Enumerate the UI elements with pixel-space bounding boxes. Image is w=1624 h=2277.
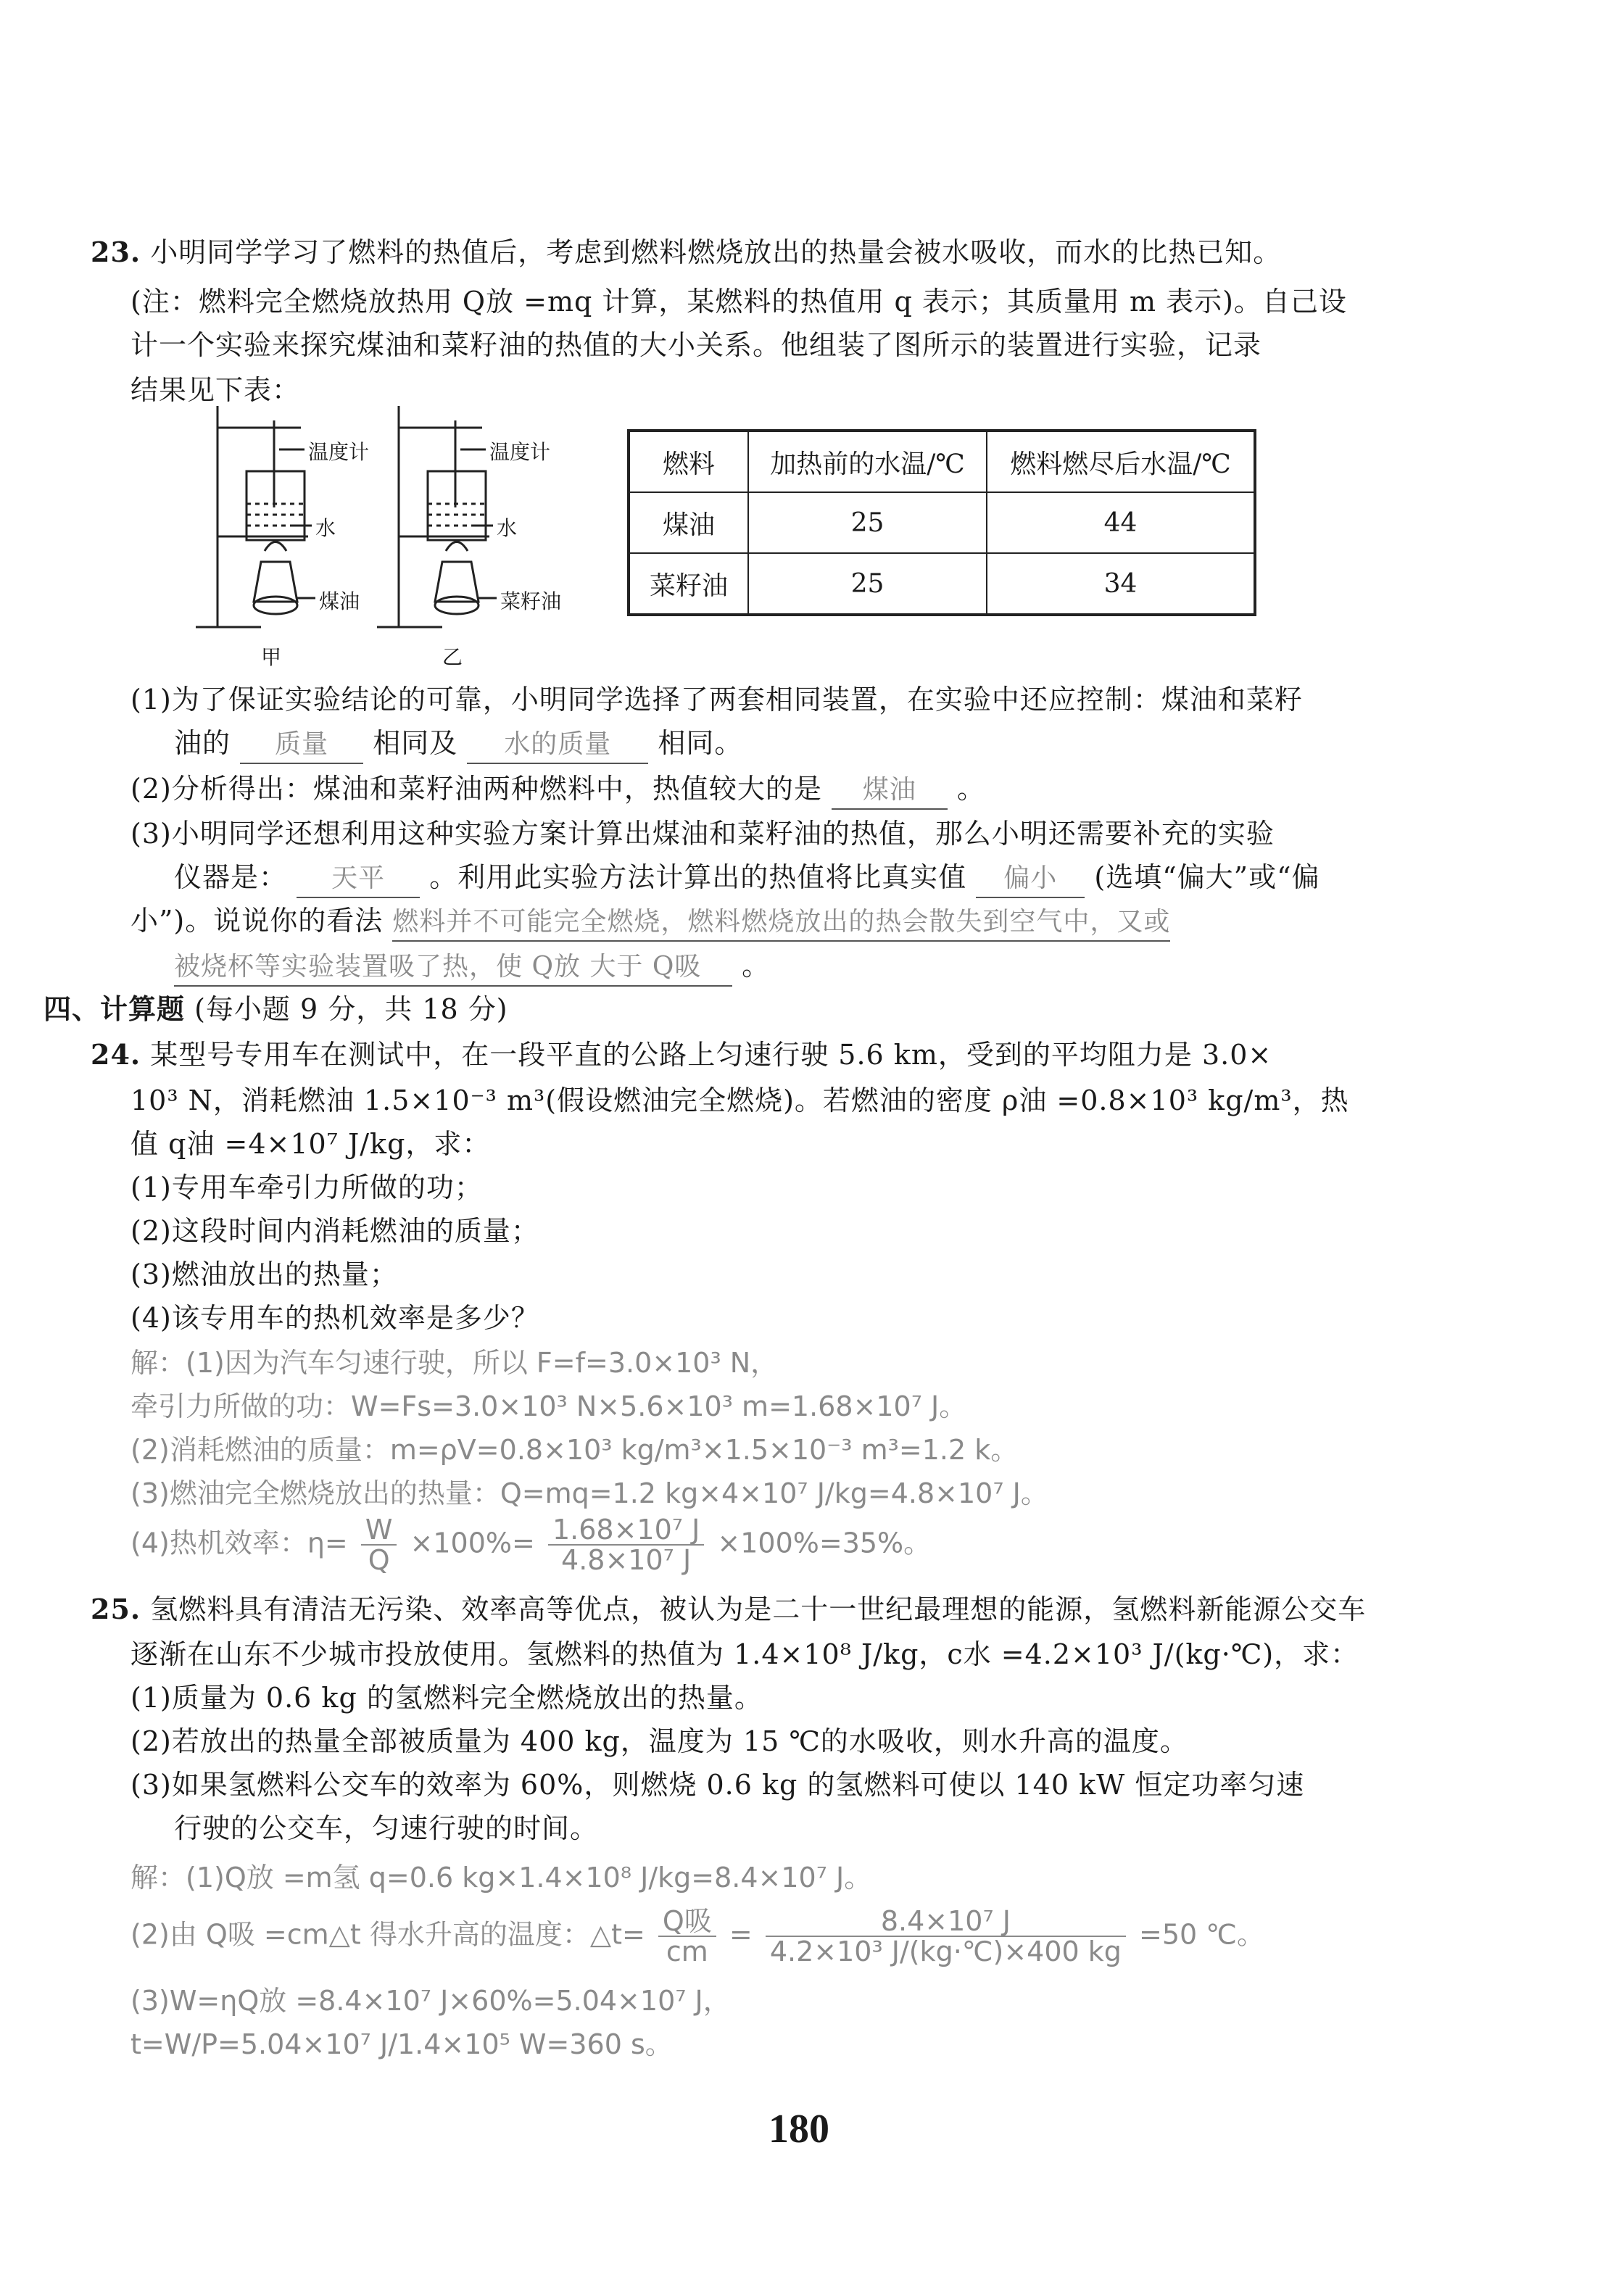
label-thermometer-right: 温度计 — [489, 440, 551, 464]
table-header: 燃料 — [629, 431, 748, 492]
q23-sub3-line2: 仪器是： 天平 。利用此实验方法计算出的热值将比真实值 偏小 (选填“偏大”或“偏 — [174, 855, 1320, 899]
fraction: $\frac{W}{Q}$ — [361, 1515, 397, 1575]
q24-sub3: (3)燃油放出的热量； — [130, 1258, 398, 1290]
table-cell: 25 — [748, 492, 987, 553]
caption-right: 乙 — [442, 645, 463, 669]
fraction: $\frac{\text{1.68×10⁷ J}}{\text{4.8×10⁷ J}}$ — [548, 1515, 704, 1575]
q24-number: 24. — [91, 1038, 141, 1071]
answer-blank: 燃料并不可能完全燃烧，燃料燃烧放出的热会散失到空气中，又或 — [392, 904, 1170, 942]
q24-stem-2: 10³ N，消耗燃油 1.5×10⁻³ m³(假设燃油完全燃烧)。若燃油的密度 ρ油 =0.8×10³ kg/m³，热 — [130, 1084, 1349, 1116]
answer-blank: 偏小 — [976, 860, 1085, 898]
q25-stem-1: 氢燃料具有清洁无污染、效率高等优点，被认为是二十一世纪最理想的能源，氢燃料新能源公交车 — [150, 1593, 1367, 1625]
q25-sub2: (2)若放出的热量全部被质量为 400 kg，温度为 15 ℃的水吸收，则水升高的温度。 — [130, 1725, 1188, 1757]
table-row — [629, 492, 1255, 553]
q24-line-1 — [91, 1033, 1272, 1077]
answer-blank: 天平 — [297, 860, 420, 898]
table-header: 加热前的水温/℃ — [748, 431, 987, 492]
q25-sub3-line1: (3)如果氢燃料公交车的效率为 60%，则燃烧 0.6 kg 的氢燃料可使以 140 kW 恒定功率匀速 — [130, 1769, 1305, 1801]
q23-number: 23. — [91, 236, 141, 268]
q25-stem-2: 逐渐在山东不少城市投放使用。氢燃料的热值为 1.4×10⁸ J/kg，c水 =4.2×10³ J/(kg·℃)，求： — [130, 1638, 1359, 1670]
answer-blank: 被烧杯等实验装置吸了热，使 Q放 大于 Q吸 — [174, 949, 732, 987]
label-fuel-left: 煤油 — [319, 589, 360, 613]
q23-sub2: (2)分析得出：煤油和菜籽油两种燃料中，热值较大的是 煤油 。 — [130, 767, 985, 810]
section-note: (每小题 9 分，共 18 分) — [194, 993, 508, 1025]
label-thermometer-left: 温度计 — [308, 440, 370, 464]
q23-sub1-line1: (1)为了保证实验结论的可靠，小明同学选择了两套相同装置，在实验中还应控制：煤油和菜籽 — [130, 684, 1303, 716]
table-header-row — [629, 431, 1255, 492]
caption-left: 甲 — [261, 645, 282, 669]
table-row — [629, 553, 1255, 615]
label-water-left: 水 — [315, 516, 336, 540]
q23-stem-1: 小明同学学习了燃料的热值后，考虑到燃料燃烧放出的热量会被水吸收，而水的比热已知。 — [150, 236, 1282, 268]
label-water-right: 水 — [497, 516, 518, 540]
q23-sub3-line4: 被烧杯等实验装置吸了热，使 Q放 大于 Q吸 。 — [174, 944, 770, 987]
fraction: $\frac{\text{8.4×10⁷ J}}{\text{4.2×10³ J/(kg·℃)×400 kg}}$ — [766, 1907, 1126, 1966]
q25-solution-3: (3)W=ηQ放 =8.4×10⁷ J×60%=5.04×10⁷ J， — [130, 1985, 731, 2017]
q23-sub3-line1: (3)小明同学还想利用这种实验方案计算出煤油和菜籽油的热值，那么小明还需要补充的实验 — [130, 818, 1275, 850]
section-header — [44, 987, 508, 1031]
table-cell: 34 — [987, 553, 1255, 615]
table-cell: 44 — [987, 492, 1255, 553]
table-header: 燃料燃尽后水温/℃ — [987, 431, 1255, 492]
answer-blank: 水的质量 — [467, 726, 648, 764]
results-table — [627, 429, 1256, 616]
q23-stem-2: (注：燃料完全燃烧放热用 Q放 =mq 计算，某燃料的热值用 q 表示；其质量用 m 表示)。自己设 — [130, 286, 1347, 318]
q25-solution-4: t=W/P=5.04×10⁷ J/1.4×10⁵ W=360 s。 — [130, 2028, 673, 2060]
q24-solution-3: (2)消耗燃油的质量：m=ρV=0.8×10³ kg/m³×1.5×10⁻³ m³=1.2 k。 — [130, 1434, 1019, 1466]
q23-sub1-line2: 油的 质量 相同及 水的质量 相同。 — [174, 721, 742, 765]
q23-sub3-line3: 小”)。说说你的看法 燃料并不可能完全燃烧，燃料燃烧放出的热会散失到空气中，又或 — [130, 899, 1170, 942]
q23-stem-3: 计一个实验来探究煤油和菜籽油的热值的大小关系。他组装了图所示的装置进行实验，记录 — [130, 329, 1262, 361]
q25-sub3-line2: 行驶的公交车，匀速行驶的时间。 — [174, 1812, 599, 1844]
q25-sub1: (1)质量为 0.6 kg 的氢燃料完全燃烧放出的热量。 — [130, 1682, 763, 1714]
q24-sub4: (4)该专用车的热机效率是多少？ — [130, 1302, 539, 1334]
page-number: 180 — [768, 2107, 829, 2152]
label-fuel-right: 菜籽油 — [500, 589, 562, 613]
q24-solution-1: 解：(1)因为汽车匀速行驶，所以 F=f=3.0×10³ N， — [130, 1347, 779, 1379]
section-title: 四、计算题 — [44, 992, 186, 1025]
table-cell: 煤油 — [629, 492, 748, 553]
q24-solution-4: (3)燃油完全燃烧放出的热量：Q=mq=1.2 kg×4×10⁷ J/kg=4.8×10⁷ J。 — [130, 1477, 1048, 1509]
q24-stem-3: 值 q油 =4×10⁷ J/kg，求： — [130, 1128, 491, 1160]
q23-line-1 — [91, 231, 1281, 274]
q25-number: 25. — [91, 1593, 141, 1625]
q25-solution-1: 解：(1)Q放 =m氢 q=0.6 kg×1.4×10⁸ J/kg=8.4×10⁷ J。 — [130, 1862, 872, 1894]
answer-blank: 质量 — [240, 726, 363, 764]
q23-stem-4: 结果见下表： — [130, 374, 301, 406]
q25-line-1 — [91, 1588, 1366, 1631]
table-cell: 菜籽油 — [629, 553, 748, 615]
q24-solution-2: 牵引力所做的功：W=Fs=3.0×10³ N×5.6×10³ m=1.68×10⁷ J。 — [130, 1390, 967, 1422]
q24-sub2: (2)这段时间内消耗燃油的质量； — [130, 1215, 539, 1247]
fraction: $\frac{\text{Q吸}}{cm}$ — [658, 1907, 716, 1966]
q24-stem-1: 某型号专用车在测试中，在一段平直的公路上匀速行驶 5.6 km，受到的平均阻力是 3.0× — [150, 1039, 1272, 1071]
q25-solution-2: (2)由 Q吸 =cm△t 得水升高的温度：△t= $\frac{\text{Q吸}}{cm}$ = $\frac{\text{8.4×10⁷ J}}{\text{4.2×10³ J/(kg·℃)×400 kg}}$ =50 ℃。 — [130, 1905, 1264, 1967]
table-cell: 25 — [748, 553, 987, 615]
q24-sub1: (1)专用车牵引力所做的功； — [130, 1171, 483, 1203]
q24-solution-5: (4)热机效率：η= $\frac{W}{Q}$ ×100%= $\frac{\text{1.68×10⁷ J}}{\text{4.8×10⁷ J}}$ ×100%=35%。 — [130, 1514, 932, 1576]
answer-blank: 煤油 — [832, 772, 948, 810]
